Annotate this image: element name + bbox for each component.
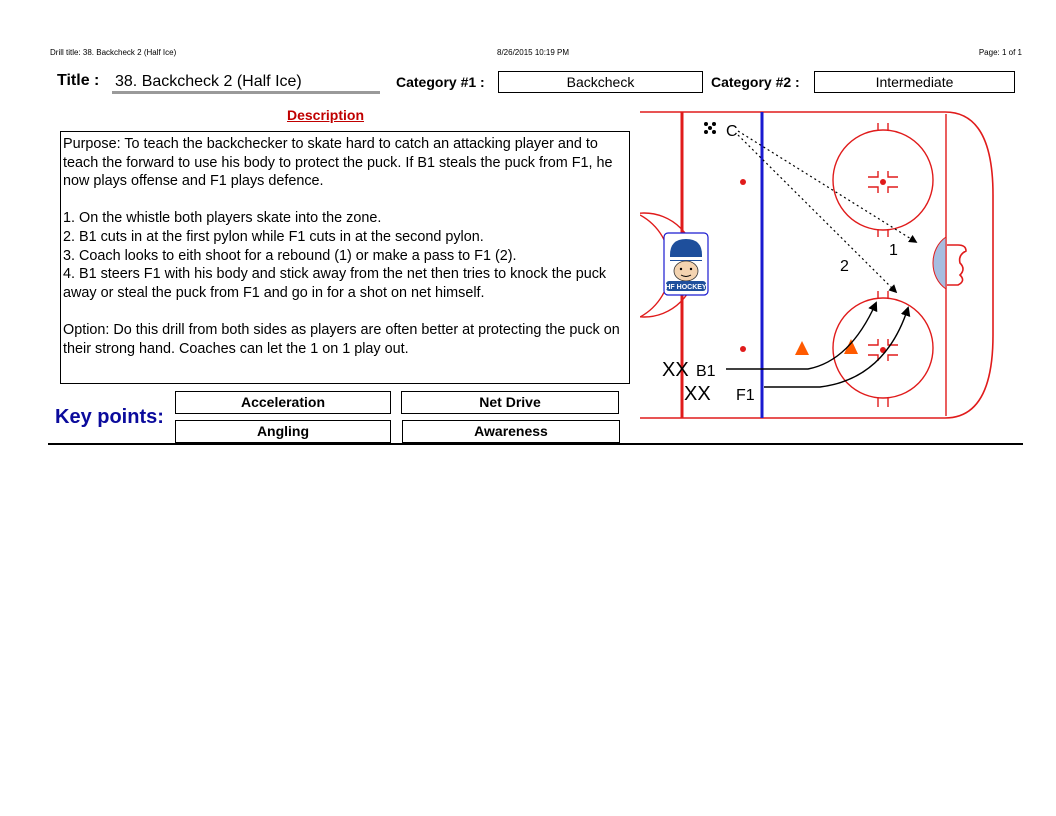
b1-player-icon: XX: [662, 359, 689, 381]
coach-label: C: [726, 123, 738, 140]
goal-net: [947, 245, 966, 285]
key-point-awareness: Awareness: [402, 420, 620, 443]
cone-icon-2: [844, 339, 858, 354]
top-faceoff-circle: [833, 123, 933, 237]
header-page-number: Page: 1 of 1: [978, 48, 1022, 57]
neutral-dot-bottom: [740, 346, 746, 352]
description-purpose: Purpose: To teach the backchecker to skate hard to catch an attacking player and to teach the forward to use his body to protect the puck. If B1 steals the puck from F1, he now plays offense and F1 plays defence.: [63, 136, 613, 190]
category-1-field[interactable]: Backcheck: [498, 71, 703, 93]
header-drill-title: Drill title: 38. Backcheck 2 (Half Ice): [50, 48, 177, 57]
logo-text: HF HOCKEY: [665, 284, 707, 291]
b1-label: B1: [696, 363, 716, 380]
category-2-label: Category #2 :: [711, 74, 800, 90]
description-heading: Description: [287, 107, 365, 123]
header-timestamp: 8/26/2015 10:19 PM: [497, 48, 570, 57]
f1-player-icon: XX: [684, 383, 711, 405]
shot-label: 1: [889, 242, 898, 259]
title-field[interactable]: 38. Backcheck 2 (Half Ice): [112, 70, 380, 94]
f1-label: F1: [736, 387, 755, 404]
key-point-net-drive: Net Drive: [401, 391, 619, 414]
description-box: [60, 131, 630, 384]
pass-label: 2: [840, 258, 849, 275]
hockey-player-helmet-logo: [664, 233, 708, 295]
category-2-field[interactable]: Intermediate: [814, 71, 1015, 93]
b1-skate-path: [726, 303, 876, 369]
description-option: Option: Do this drill from both sides as players are often better at protecting the puck on their strong hand. Coaches can let the 1 on 1 play out.: [63, 321, 620, 357]
f1-skate-path: [764, 308, 908, 387]
rink-diagram: [640, 105, 1000, 425]
title-label: Title :: [57, 72, 100, 89]
bottom-divider: [48, 443, 1023, 445]
goal-crease: [933, 237, 946, 289]
key-point-acceleration: Acceleration: [175, 391, 391, 414]
cone-icon-1: [795, 341, 809, 355]
puck-pile-icon: [704, 122, 716, 134]
category-1-label: Category #1 :: [396, 74, 485, 90]
description-steps: 1. On the whistle both players skate into the zone. 2. B1 cuts in at the first pylon while F1 cuts in at the second pylon. 3. Coach looks to eith shoot for a rebound (1) or make a pass to F1 (2). 4. B1 steers F1 with his body and stick away from the net then tries to knock the puck away or steal the puck from F1 and go in for a shot on net himself.: [63, 210, 607, 301]
key-points-label: Key points:: [55, 406, 164, 428]
key-point-angling: Angling: [175, 420, 391, 443]
neutral-dot-top: [740, 179, 746, 185]
